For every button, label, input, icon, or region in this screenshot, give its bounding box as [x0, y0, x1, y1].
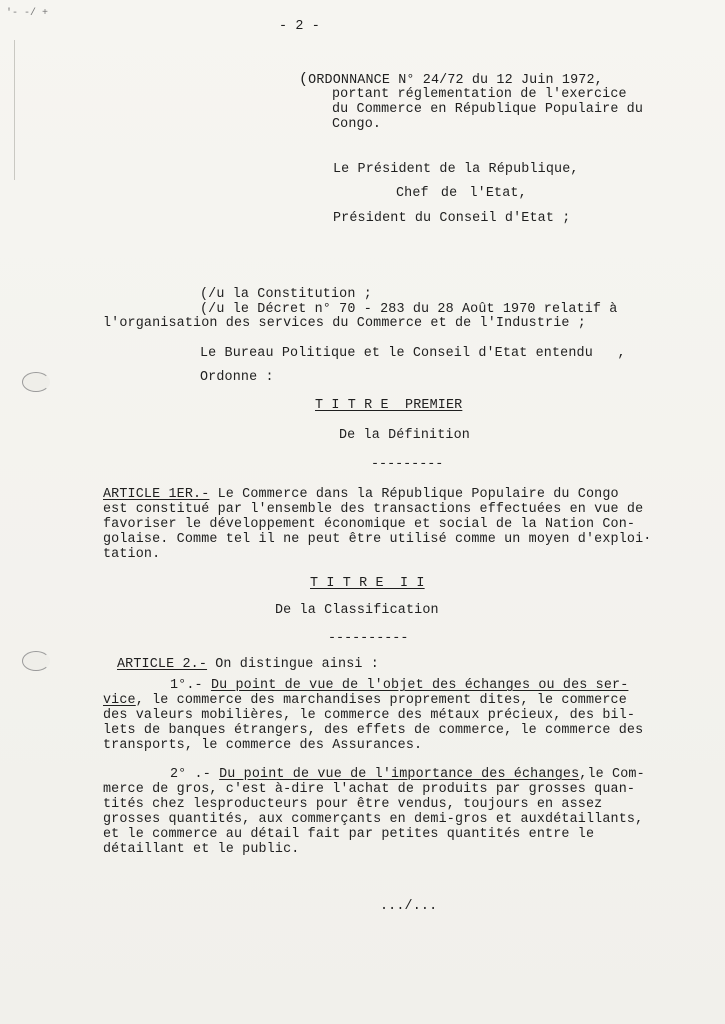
- titre2-rule: ----------: [328, 631, 409, 646]
- article2-p2-line5: et le commerce au détail fait par petites quantités entre le: [103, 827, 595, 842]
- article1-line3: favoriser le développement économique et social de la Nation Con-: [103, 517, 636, 532]
- ordinance-title-line3: du Commerce en République Populaire du: [332, 102, 644, 117]
- article2-label: ARTICLE 2.-: [117, 657, 208, 672]
- article2-p1-line1: 1°.- Du point de vue de l'objet des échanges ou des ser-: [170, 678, 629, 693]
- titre-premier-rule: ---------: [371, 457, 444, 472]
- article1-line4: golaise. Comme tel il ne peut être utilisé comme un moyen d'exploi·: [103, 532, 652, 547]
- visa-decree-cont: l'organisation des services du Commerce et de l'Industrie ;: [103, 316, 586, 331]
- titre-premier-subheading: De la Définition: [339, 428, 470, 443]
- authority-council: Président du Conseil d'Etat ;: [333, 211, 571, 226]
- article1-line5: tation.: [103, 547, 161, 562]
- punch-hole-bottom: [22, 651, 50, 671]
- article2-p1-line5: transports, le commerce des Assurances.: [103, 738, 423, 753]
- article2-p2-line4: grosses quantités, aux commerçants en demi-gros et auxdétaillants,: [103, 812, 644, 827]
- visa-decree: (/u le Décret n° 70 - 283 du 28 Août 1970 relatif à: [200, 302, 618, 317]
- punch-hole-top: [22, 372, 50, 392]
- ordinance-title-line4: Congo.: [332, 117, 382, 132]
- authority-president: Le Président de la République,: [333, 162, 579, 177]
- ordinance-title-line1: (ORDONNANCE N° 24/72 du 12 Juin 1972,: [299, 71, 603, 88]
- article2-intro: ARTICLE 2.- On distingue ainsi :: [117, 657, 379, 672]
- article2-p1-line4: lets de banques étrangers, des effets de commerce, le commerce des: [103, 723, 644, 738]
- continuation-mark: .../...: [380, 899, 438, 914]
- bracket-mark: (: [299, 71, 309, 88]
- ordinance-title-line2: portant réglementation de l'exercice: [332, 87, 627, 102]
- page-number: - 2 -: [279, 19, 320, 34]
- article1-line1: ARTICLE 1ER.- Le Commerce dans la République Populaire du Congo: [103, 487, 619, 502]
- titre2-subheading: De la Classification: [275, 603, 439, 618]
- article2-p1-line3: des valeurs mobilières, le commerce des métaux précieux, des bil-: [103, 708, 636, 723]
- corner-mark: '- -/ +: [6, 8, 49, 19]
- titre-premier-heading: T I T R E PREMIER: [315, 398, 463, 413]
- article2-p2-line2: merce de gros, c'est à-dire l'achat de produits par grosses quan-: [103, 782, 636, 797]
- authority-chief: Chef de l'Etat,: [396, 186, 527, 201]
- article2-p2-line1: 2° .- Du point de vue de l'importance des échanges,le Com-: [170, 767, 645, 782]
- ordonne-label: Ordonne :: [200, 370, 274, 385]
- article2-p2-line3: tités chez lesproducteurs pour être vendus, toujours en assez: [103, 797, 603, 812]
- scan-edge-line: [14, 40, 15, 180]
- article1-label: ARTICLE 1ER.-: [103, 487, 210, 502]
- titre2-heading: T I T R E I I: [310, 576, 425, 591]
- visa-constitution: (/u la Constitution ;: [200, 287, 372, 302]
- bureau-statement: Le Bureau Politique et le Conseil d'Etat entendu ,: [200, 346, 626, 361]
- article1-line2: est constitué par l'ensemble des transactions effectuées en vue de: [103, 502, 644, 517]
- article2-p2-line6: détaillant et le public.: [103, 842, 300, 857]
- article2-p1-line2: vice, le commerce des marchandises proprement dites, le commerce: [103, 693, 627, 708]
